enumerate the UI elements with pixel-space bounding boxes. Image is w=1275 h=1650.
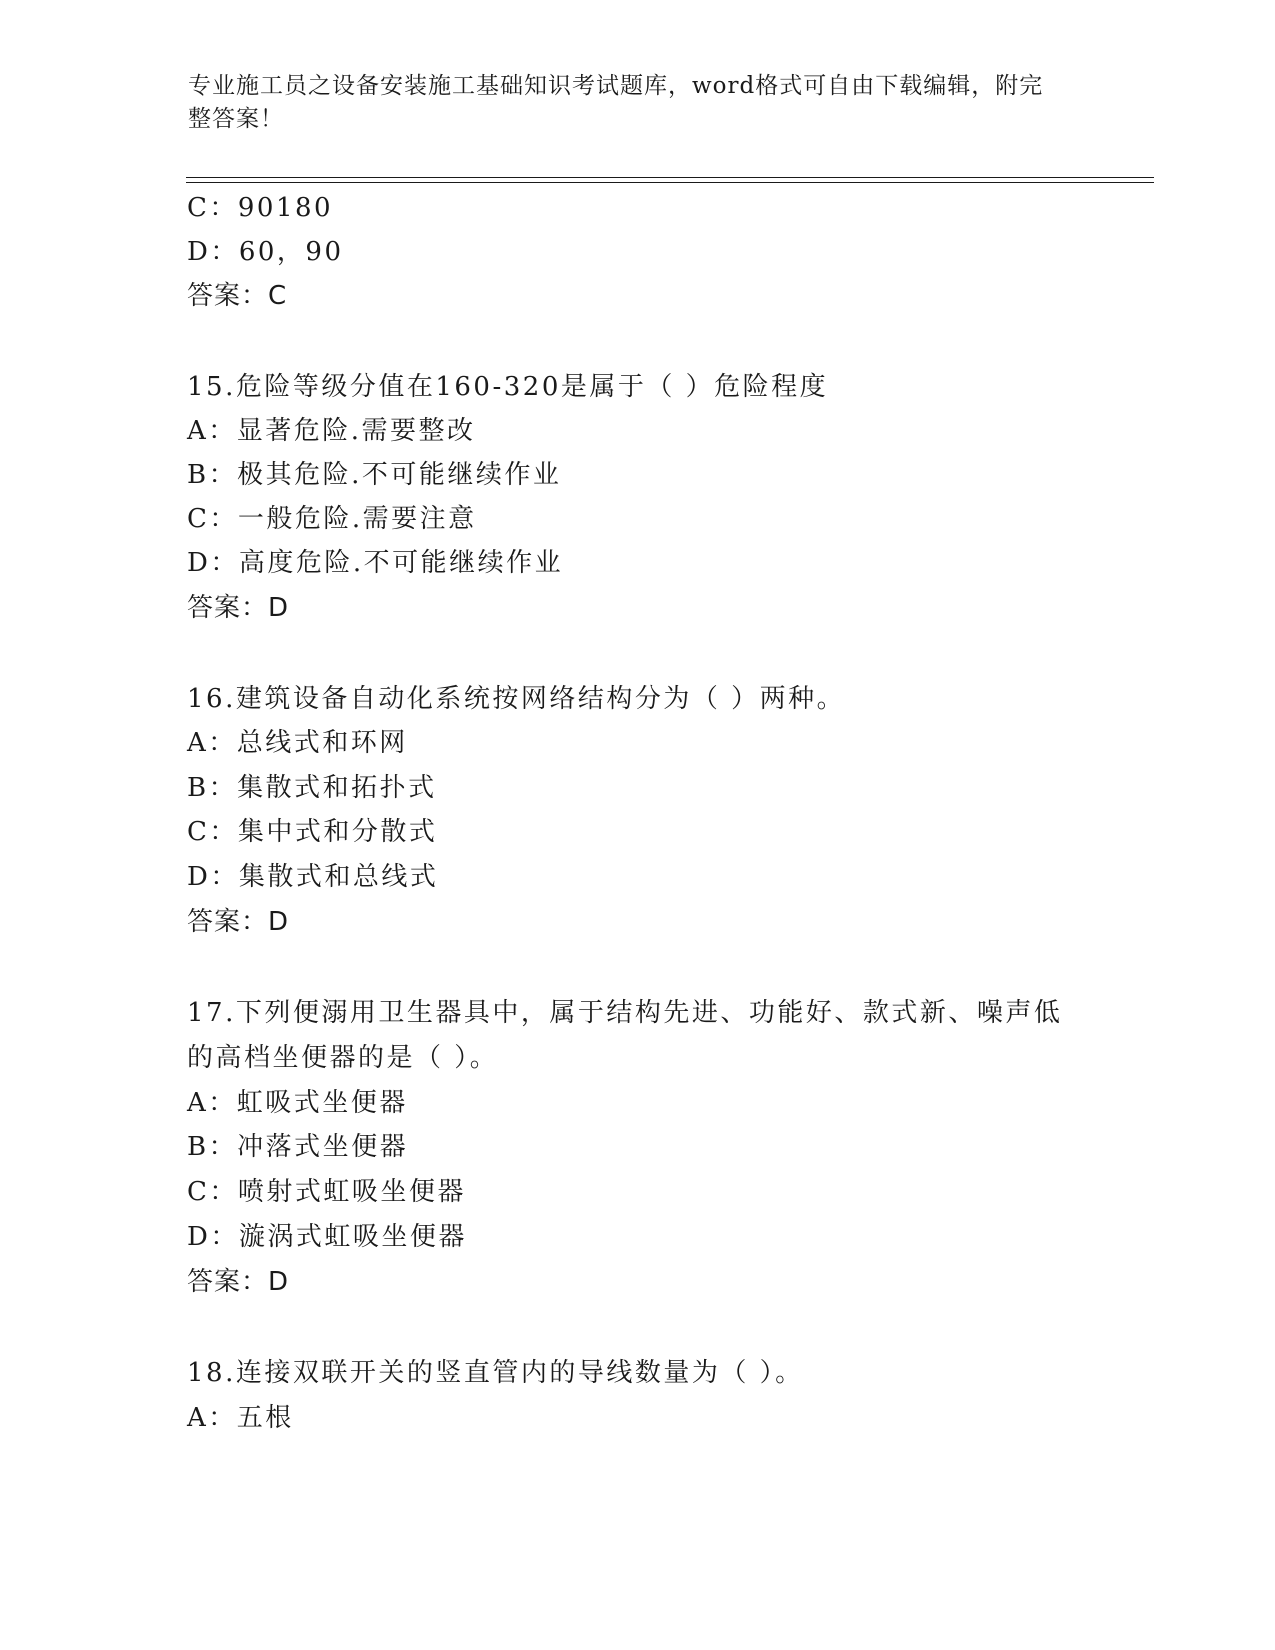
q14-answer: 答案：C	[187, 281, 288, 311]
q16-option-c: C：集中式和分散式	[187, 817, 438, 847]
q15-answer: 答案：D	[187, 593, 290, 623]
header-line-2: 整答案！	[188, 106, 284, 132]
q15-option-b: B：极其危险.不可能继续作业	[187, 460, 562, 490]
q16-answer: 答案：D	[187, 907, 290, 937]
q18-option-a: A：五根	[187, 1403, 294, 1433]
document-header	[188, 70, 1068, 136]
q15-option-d: D：高度危险.不可能继续作业	[187, 548, 564, 578]
q17-question-line-1: 17.下列便溺用卫生器具中，属于结构先进、功能好、款式新、噪声低	[187, 998, 1063, 1028]
header-divider-top	[186, 177, 1154, 178]
q15-option-a: A：显著危险.需要整改	[187, 416, 476, 446]
header-line-1: 专业施工员之设备安装施工基础知识考试题库，word格式可自由下载编辑，附完	[188, 73, 1044, 99]
q14-option-c: C：90180	[187, 193, 334, 223]
q15-question: 15.危险等级分值在160-320是属于（ ）危险程度	[187, 372, 829, 402]
q14-option-d: D：60，90	[187, 237, 344, 267]
q17-option-c: C：喷射式虹吸坐便器	[187, 1177, 466, 1207]
q15-option-c: C：一般危险.需要注意	[187, 504, 477, 534]
q16-option-d: D：集散式和总线式	[187, 862, 439, 892]
q16-option-a: A：总线式和环网	[187, 728, 408, 758]
q16-option-b: B：集散式和拓扑式	[187, 773, 437, 803]
q17-option-d: D：漩涡式虹吸坐便器	[187, 1222, 467, 1252]
q17-answer: 答案：D	[187, 1267, 290, 1297]
q17-option-a: A：虹吸式坐便器	[187, 1088, 408, 1118]
header-divider-bottom	[186, 182, 1154, 183]
q18-question: 18.连接双联开关的竖直管内的导线数量为（ ）。	[187, 1358, 804, 1388]
q16-question: 16.建筑设备自动化系统按网络结构分为（ ）两种。	[187, 684, 846, 714]
q17-question-line-2: 的高档坐便器的是（ ）。	[187, 1043, 499, 1073]
q17-option-b: B：冲落式坐便器	[187, 1132, 409, 1162]
